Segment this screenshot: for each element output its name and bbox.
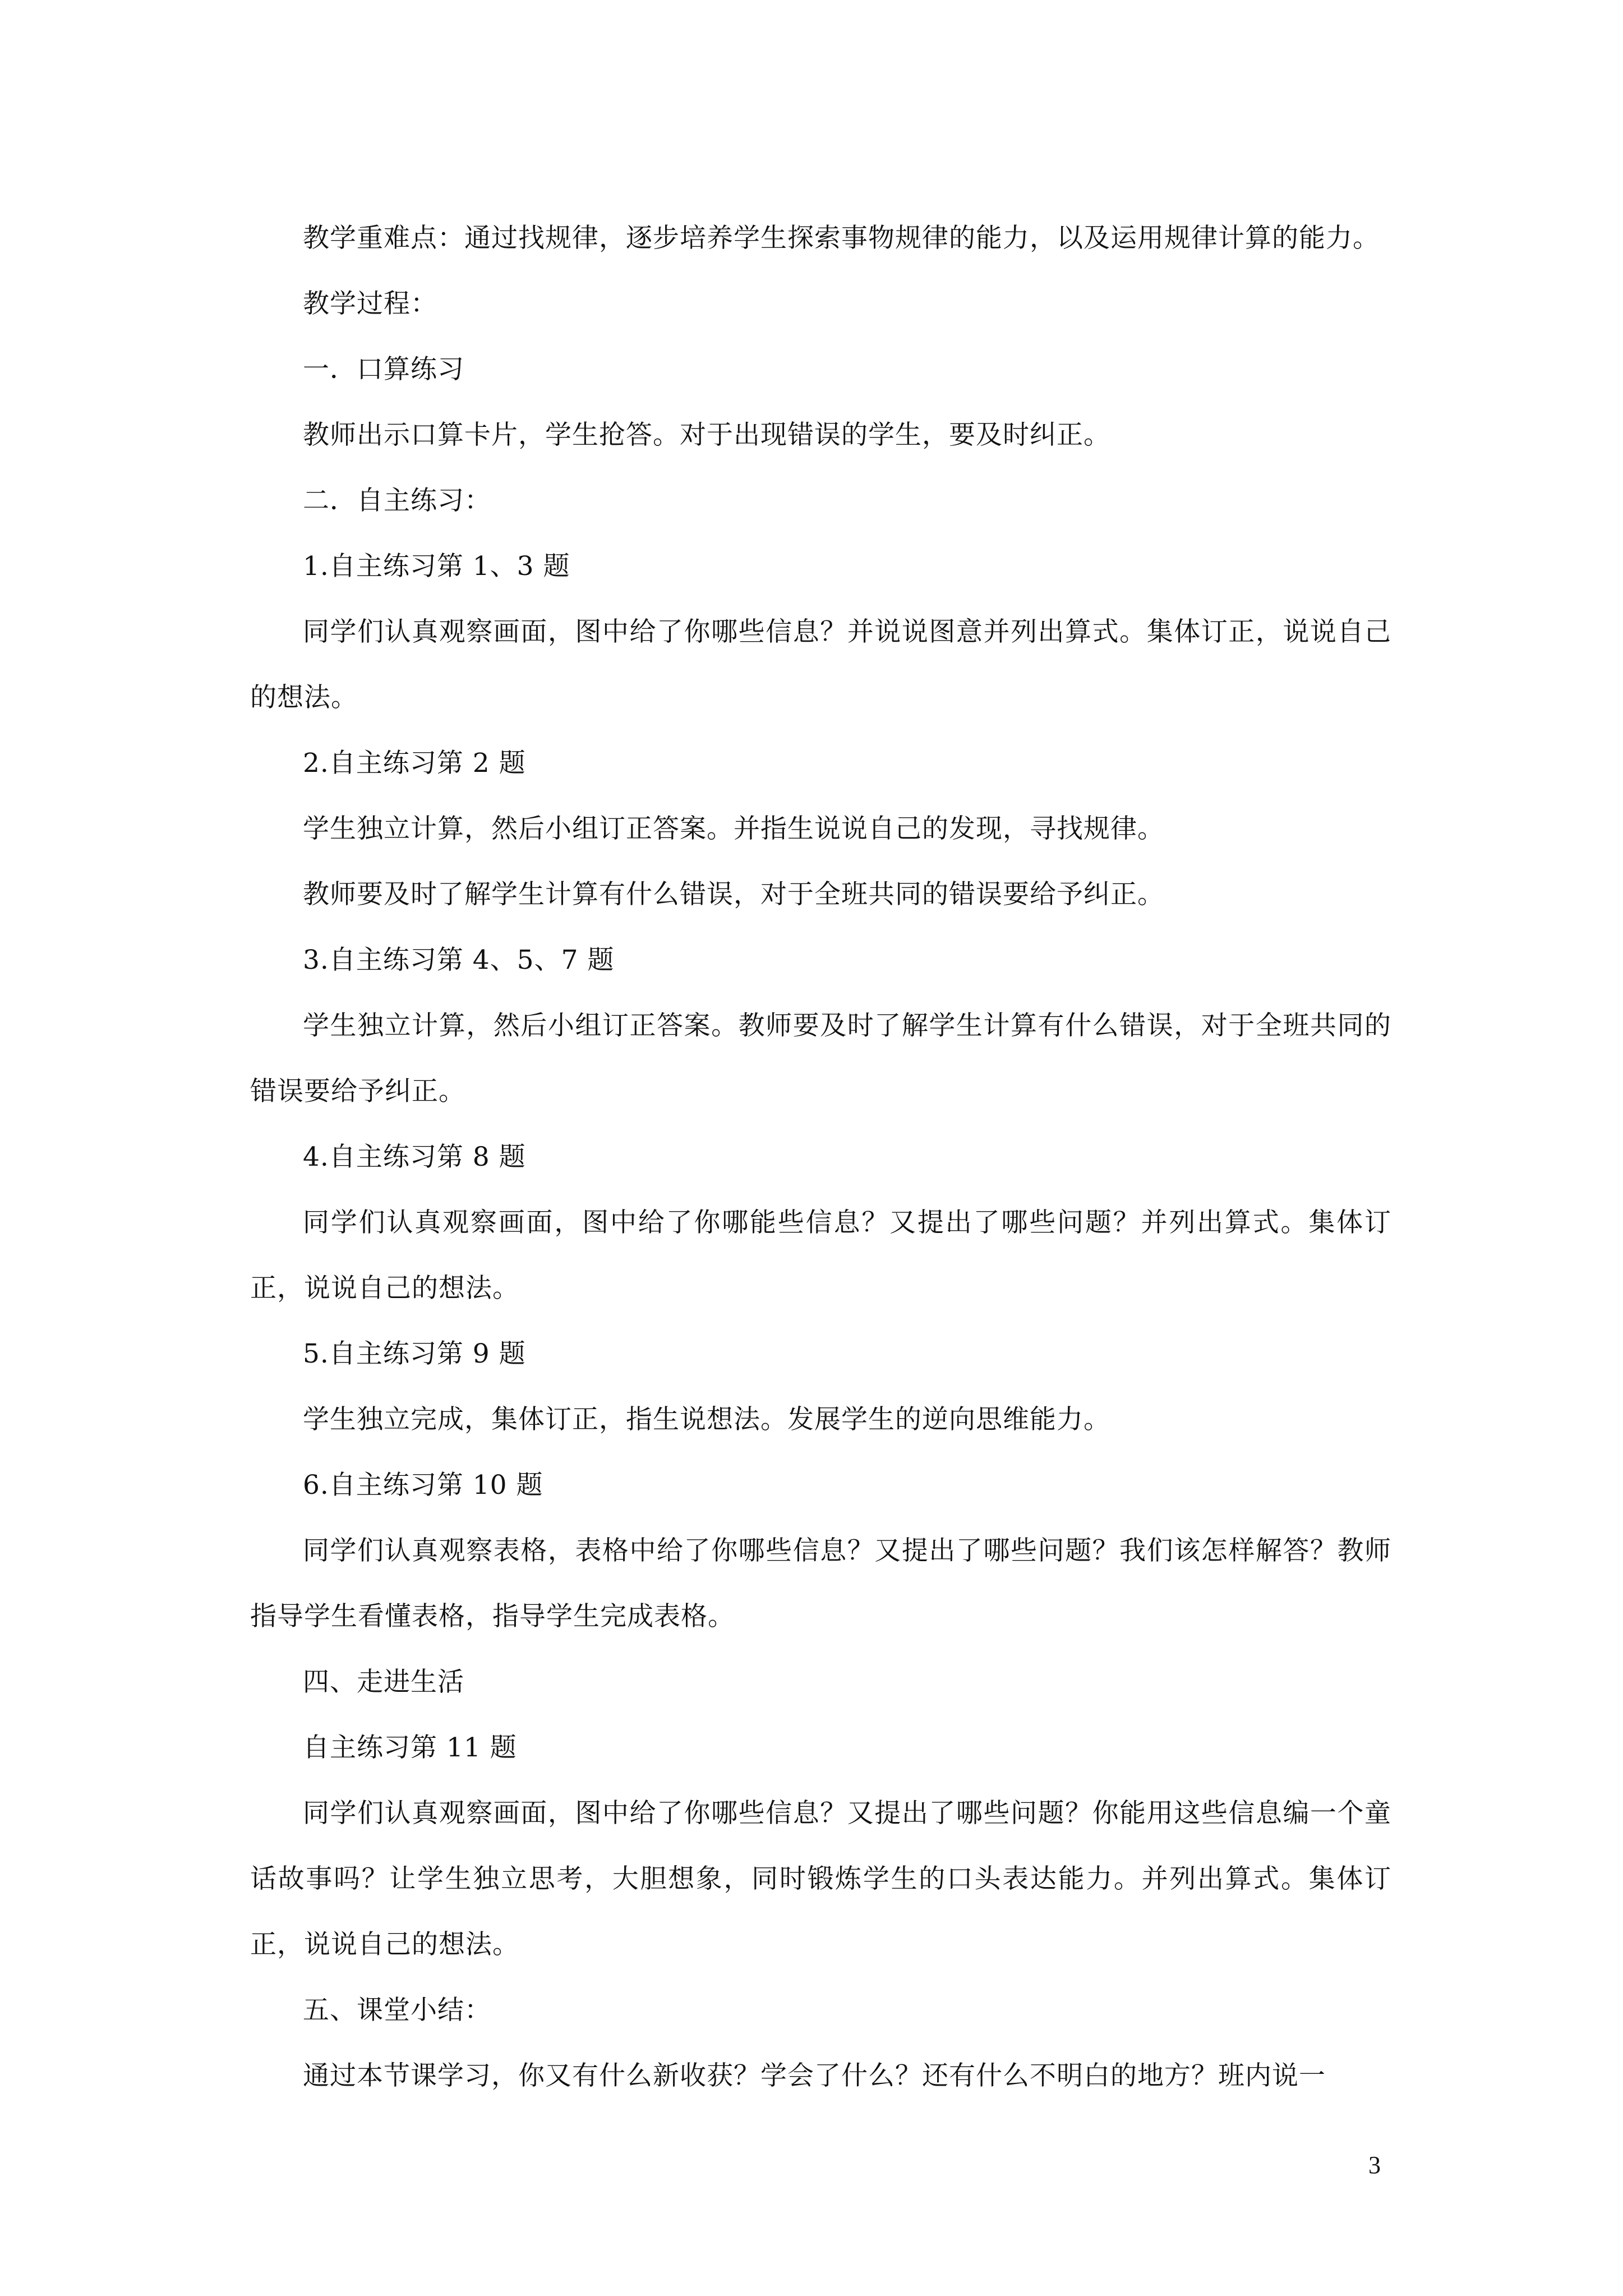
paragraph-item-2a: 学生独立计算，然后小组订正答案。并指生说说自己的发现，寻找规律。 xyxy=(303,813,1164,844)
section-heading-summary: 五、课堂小结： xyxy=(303,1995,491,2026)
paragraph-item-2b: 教师要及时了解学生计算有什么错误，对于全班共同的错误要给予纠正。 xyxy=(303,879,1164,910)
paragraph-key-difficulties: 教学重难点：通过找规律，逐步培养学生探索事物规律的能力，以及运用规律计算的能力。 xyxy=(303,223,1380,254)
paragraph-item-11: 同学们认真观察画面，图中给了你哪些信息？又提出了哪些问题？你能用这些信息编一个童话故事吗？让学生独立思考，大胆想象，同时锻炼学生的口头表达能力。并列出算式。集体订正，说说自己的想法。 xyxy=(250,1798,1391,1960)
item-heading-5: 5.自主练习第 9 题 xyxy=(303,1338,526,1369)
paragraph-mental-math: 教师出示口算卡片，学生抢答。对于出现错误的学生，要及时纠正。 xyxy=(303,420,1110,450)
paragraph-item-1: 同学们认真观察画面，图中给了你哪些信息？并说说图意并列出算式。集体订正，说说自己的想法。 xyxy=(250,616,1391,713)
heading-teaching-process: 教学过程： xyxy=(303,288,437,319)
item-heading-2: 2.自主练习第 2 题 xyxy=(303,748,526,779)
section-heading-self-practice: 二．自主练习： xyxy=(303,485,491,516)
section-heading-mental-math: 一．口算练习 xyxy=(303,354,464,385)
paragraph-item-5: 学生独立完成，集体订正，指生说想法。发展学生的逆向思维能力。 xyxy=(303,1404,1110,1435)
item-heading-4: 4.自主练习第 8 题 xyxy=(303,1142,526,1172)
item-heading-1: 1.自主练习第 1、3 题 xyxy=(303,551,570,582)
paragraph-item-4: 同学们认真观察画面，图中给了你哪能些信息？又提出了哪些问题？并列出算式。集体订正，说说自己的想法。 xyxy=(250,1207,1391,1304)
item-heading-6: 6.自主练习第 10 题 xyxy=(303,1470,543,1501)
paragraph-summary: 通过本节课学习，你又有什么新收获？学会了什么？还有什么不明白的地方？班内说一 xyxy=(303,2060,1326,2091)
section-heading-daily-life: 四、走进生活 xyxy=(303,1667,464,1697)
page-number: 3 xyxy=(1368,2151,1381,2179)
paragraph-item-3: 学生独立计算，然后小组订正答案。教师要及时了解学生计算有什么错误，对于全班共同的错误要给予纠正。 xyxy=(250,1010,1391,1107)
paragraph-item-6: 同学们认真观察表格，表格中给了你哪些信息？又提出了哪些问题？我们该怎样解答？教师指导学生看懂表格，指导学生完成表格。 xyxy=(250,1535,1391,1632)
item-heading-11: 自主练习第 11 题 xyxy=(303,1732,517,1763)
item-heading-3: 3.自主练习第 4、5、7 题 xyxy=(303,945,615,976)
document-body xyxy=(250,205,1391,2109)
